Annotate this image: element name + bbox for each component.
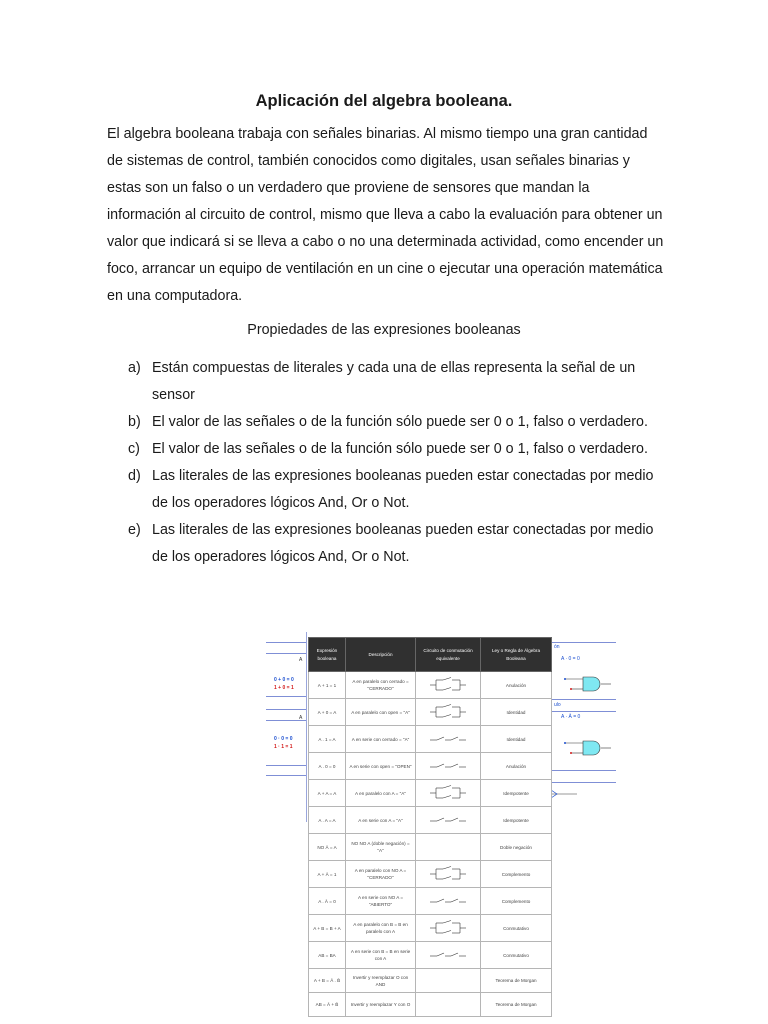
law-cell: Teorema de Morgan — [481, 993, 552, 1017]
circuit-cell — [416, 942, 481, 969]
table-row — [309, 993, 552, 1017]
expression-cell: AB = BA — [309, 942, 346, 969]
switch-circuit-icon — [428, 731, 468, 747]
expression-cell: A + B = Ā . B̄ — [309, 969, 346, 993]
list-item-text: Las literales de las expresiones booleanas pueden estar conectadas por medio de los operadores lógicos And, Or o Not. — [152, 522, 654, 565]
circuit-cell — [416, 861, 481, 888]
description-cell: A en serie con cerrado = "A" — [346, 726, 416, 753]
law-cell: Identidad — [481, 726, 552, 753]
table-row — [309, 672, 552, 699]
expression-cell: A + 0 = A — [309, 699, 346, 726]
expression-cell: AB = Ā + B̄ — [309, 993, 346, 1017]
table-row — [309, 861, 552, 888]
description-cell: Invertir y reemplazar O con AND — [346, 969, 416, 993]
list-marker: b) — [128, 414, 141, 430]
table-header: Descripción — [346, 638, 416, 672]
list-marker: c) — [128, 441, 140, 457]
list-item — [128, 409, 673, 436]
figure-left-eq: 1 + 0 = 1 — [274, 685, 294, 691]
expression-cell: A . 1 = A — [309, 726, 346, 753]
list-item-text: El valor de las señales o de la función sólo puede ser 0 o 1, falso o verdadero. — [152, 414, 648, 430]
table-row — [309, 834, 552, 861]
switch-circuit-icon — [428, 920, 468, 936]
table-header: Ley o Regla de Álgebra Booleana — [481, 638, 552, 672]
boolean-laws-figure — [266, 632, 616, 1024]
intro-paragraph: El algebra booleana trabaja con señales binarias. Al mismo tiempo una gran cantidad de sistemas de control, también conocidos como digitales, usan señales binarias y estas son un falso o un verdadero que proviene de sensores que mandan la información al circuito de control, mismo que lleva a cabo la evaluación para obtener un valor que indicará si se lleva a cabo o no una determinada actividad, como encender un foco, arrancar un equipo de ventilación en un cine o ejecutar una operación matemática en una computadora. — [107, 126, 664, 304]
expression-cell: A + Ā = 1 — [309, 861, 346, 888]
law-cell: Anulación — [481, 753, 552, 780]
law-cell: Idempotente — [481, 780, 552, 807]
switch-circuit-icon — [428, 785, 468, 801]
switch-circuit-icon — [428, 677, 468, 693]
law-cell: Complemento — [481, 861, 552, 888]
table-row — [309, 969, 552, 993]
list-item — [128, 463, 673, 517]
boolean-laws-table — [308, 637, 552, 1017]
table-header: Expresión booleana — [309, 638, 346, 672]
figure-right-label: A · Ā = 0 — [561, 714, 581, 720]
law-cell: Idempotente — [481, 807, 552, 834]
description-cell: A en paralelo con cerrado = "CERRADO" — [346, 672, 416, 699]
table-header: Circuito de conmutación equivalente — [416, 638, 481, 672]
circuit-cell — [416, 699, 481, 726]
circuit-cell — [416, 834, 481, 861]
description-cell: NO NO A (doble negación) = "A" — [346, 834, 416, 861]
description-cell: A en paralelo con open = "A" — [346, 699, 416, 726]
law-cell: Teorema de Morgan — [481, 969, 552, 993]
circuit-cell — [416, 888, 481, 915]
table-row — [309, 753, 552, 780]
law-cell: Complemento — [481, 888, 552, 915]
figure-left-strip — [266, 632, 307, 822]
expression-cell: A + B = B + A — [309, 915, 346, 942]
list-marker: a) — [128, 360, 141, 376]
figure-left-eq: 0 + 0 = 0 — [274, 677, 294, 683]
list-item — [128, 355, 673, 409]
figure-left-a-label: A — [299, 657, 303, 663]
description-cell: A en serie con NO A = "ABIERTO" — [346, 888, 416, 915]
circuit-cell — [416, 753, 481, 780]
list-item-text: Están compuestas de literales y cada una de ellas representa la señal de un sensor — [152, 360, 636, 403]
law-cell: Anulación — [481, 672, 552, 699]
circuit-cell — [416, 726, 481, 753]
figure-left-eq: 1 · 1 = 1 — [274, 744, 293, 750]
section-subheading: Propiedades de las expresiones booleanas — [247, 322, 521, 338]
description-cell: A en paralelo con B = B en paralelo con A — [346, 915, 416, 942]
description-cell: A en paralelo con A = "A" — [346, 780, 416, 807]
figure-right-label: ulo — [554, 702, 561, 708]
circuit-cell — [416, 915, 481, 942]
switch-circuit-icon — [428, 947, 468, 963]
description-cell: A en serie con A = "A" — [346, 807, 416, 834]
document-title: Aplicación del algebra booleana. — [255, 92, 513, 110]
description-cell: A en serie con B = B en serie con A — [346, 942, 416, 969]
list-item-text: Las literales de las expresiones booleanas pueden estar conectadas por medio de los operadores lógicos And, Or o Not. — [152, 468, 654, 511]
switch-circuit-icon — [428, 704, 468, 720]
table-row — [309, 699, 552, 726]
circuit-cell — [416, 672, 481, 699]
circuit-cell — [416, 969, 481, 993]
law-cell: Conmutativo — [481, 942, 552, 969]
switch-circuit-icon — [428, 758, 468, 774]
circuit-cell — [416, 780, 481, 807]
description-cell: A en serie con open = "OPEN" — [346, 753, 416, 780]
list-marker: d) — [128, 468, 141, 484]
table-row — [309, 888, 552, 915]
table-row — [309, 942, 552, 969]
figure-right-strip — [551, 632, 616, 822]
expression-cell: A . A = A — [309, 807, 346, 834]
circuit-cell — [416, 993, 481, 1017]
list-marker: e) — [128, 522, 141, 538]
law-cell: Conmutativo — [481, 915, 552, 942]
table-row — [309, 915, 552, 942]
switch-circuit-icon — [428, 866, 468, 882]
figure-left-eq: 0 · 0 = 0 — [274, 736, 293, 742]
switch-circuit-icon — [428, 893, 468, 909]
expression-cell: A + A = A — [309, 780, 346, 807]
list-item — [128, 436, 673, 463]
figure-left-a-label: A — [299, 715, 303, 721]
law-cell: Identidad — [481, 699, 552, 726]
circuit-cell — [416, 807, 481, 834]
table-row — [309, 726, 552, 753]
expression-cell: A . 0 = 0 — [309, 753, 346, 780]
switch-circuit-icon — [428, 812, 468, 828]
list-item — [128, 517, 673, 571]
properties-list — [128, 355, 673, 571]
list-item-text: El valor de las señales o de la función sólo puede ser 0 o 1, falso o verdadero. — [152, 441, 648, 457]
expression-cell: A . Ā = 0 — [309, 888, 346, 915]
table-row — [309, 780, 552, 807]
description-cell: A en paralelo con NO A = "CERRADO" — [346, 861, 416, 888]
logic-gate-diagram — [551, 632, 616, 822]
figure-right-label: ón — [554, 644, 560, 650]
expression-cell: A + 1 = 1 — [309, 672, 346, 699]
expression-cell: NO Ā = A — [309, 834, 346, 861]
description-cell: Invertir y reemplazar Y con O — [346, 993, 416, 1017]
table-row — [309, 807, 552, 834]
law-cell: Doble negación — [481, 834, 552, 861]
figure-right-label: A · 0 = 0 — [561, 656, 580, 662]
